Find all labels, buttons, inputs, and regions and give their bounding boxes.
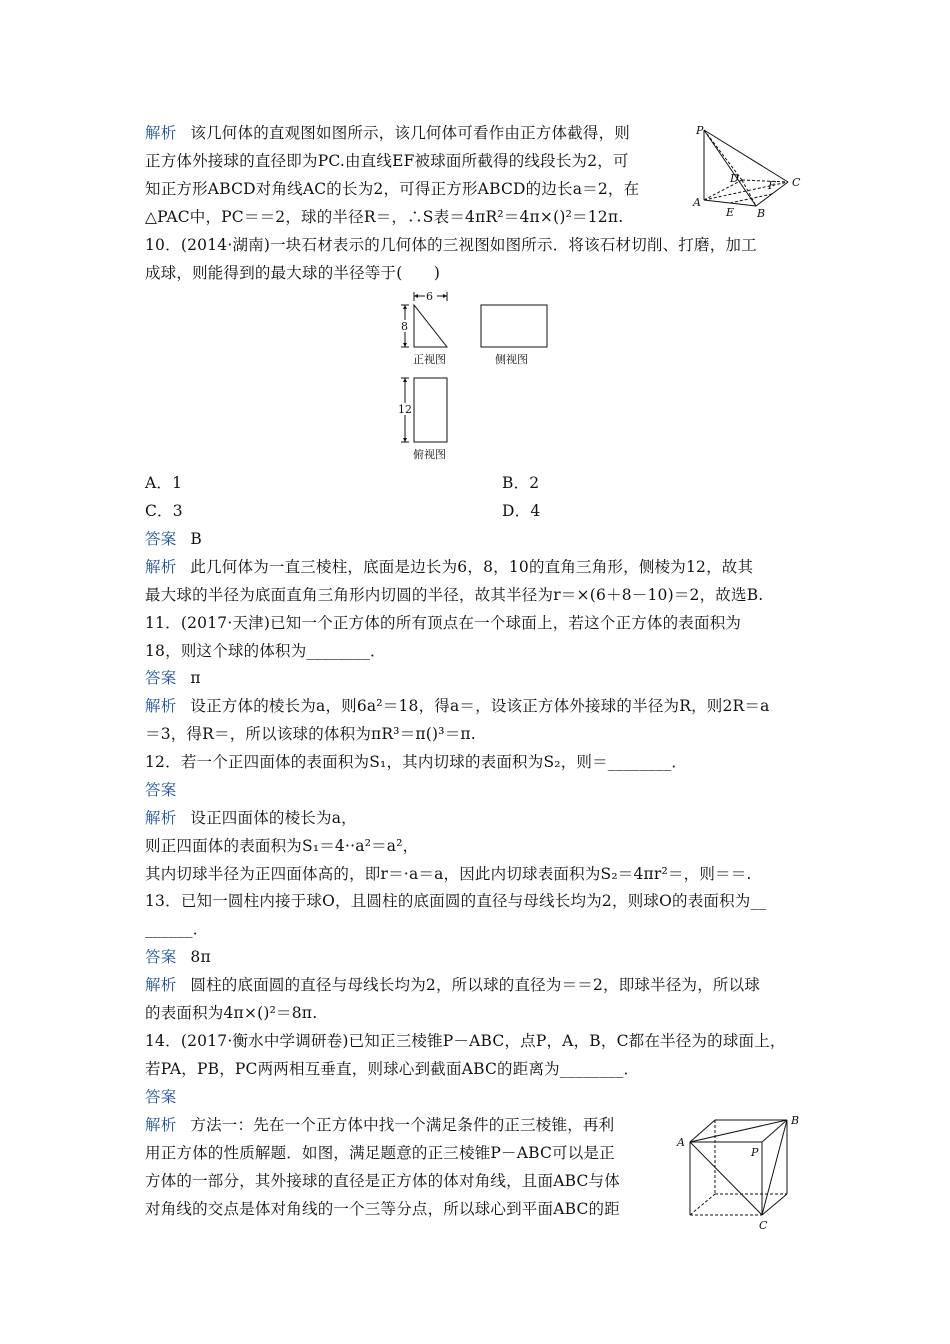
question-11-line-2: 18，则这个球的体积为________． bbox=[145, 642, 386, 660]
cube-label-a: A bbox=[677, 1136, 685, 1149]
question-10-line-2: 成球，则能得到的最大球的半径等于( ) bbox=[145, 264, 441, 282]
option-c: C．3 bbox=[145, 502, 183, 520]
cube-figure bbox=[675, 1110, 810, 1235]
analysis-label: 解析 bbox=[145, 1116, 177, 1134]
answer-12 bbox=[145, 780, 190, 800]
analysis-14-line-1: 解析 方法一：先在一个正方体中找一个满足条件的正三棱锥，再利 bbox=[145, 1116, 615, 1134]
cube-label-c: C bbox=[759, 1219, 768, 1232]
analysis-9-line-3: 知正方形ABCD对角线AC的长为2，可得正方形ABCD的边长a＝2，在 bbox=[145, 180, 640, 198]
label-a: A bbox=[693, 196, 701, 209]
label-b: B bbox=[757, 207, 766, 220]
analysis-9-line-4: △PAC中，PC＝＝2，球的半径R＝，∴S表＝4πR²＝4π×()²＝12π. bbox=[145, 208, 624, 226]
option-d: D．4 bbox=[502, 502, 541, 520]
analysis-label: 解析 bbox=[145, 124, 177, 142]
question-11-line-1: 11．(2017·天津)已知一个正方体的所有顶点在一个球面上，若这个正方体的表面积为 bbox=[145, 614, 742, 632]
answer-label: 答案 bbox=[145, 948, 177, 966]
analysis-9-line-2: 正方体外接球的直径即为PC.由直线EF被球面所截得的线段长为2，可 bbox=[145, 152, 629, 170]
question-14-line-2: 若PA，PB，PC两两相互垂直，则球心到截面ABC的距离为________． bbox=[145, 1060, 640, 1078]
analysis-label: 解析 bbox=[145, 558, 177, 576]
answer-11: 答案 π bbox=[145, 669, 201, 687]
analysis-13-line-1: 解析 圆柱的底面圆的直径与母线长均为2，所以球的直径为＝＝2，即球半径为，所以球 bbox=[145, 976, 761, 994]
answer-label: 答案 bbox=[145, 530, 177, 548]
analysis-label: 解析 bbox=[145, 976, 177, 994]
answer-13: 答案 8π bbox=[145, 948, 211, 966]
top-view-caption: 俯视图 bbox=[413, 448, 446, 461]
cube-label-p: P bbox=[751, 1146, 759, 1159]
question-13-line-1: 13．已知一圆柱内接于球O，且圆柱的底面圆的直径与母线长均为2，则球O的表面积为__ bbox=[145, 892, 767, 910]
cube-label-b: B bbox=[791, 1114, 800, 1127]
analysis-14-line-4: 对角线的交点是体对角线的一个三等分点，所以球心到平面ABC的距 bbox=[145, 1200, 620, 1218]
height-label: 8 bbox=[401, 320, 408, 333]
analysis-label: 解析 bbox=[145, 697, 177, 715]
analysis-12-line-1: 解析 设正四面体的棱长为a， bbox=[145, 809, 357, 827]
analysis-14-line-3: 方体的一部分，其外接球的直径是正方体的体对角线，且面ABC与体 bbox=[145, 1172, 620, 1190]
analysis-13-line-2: 的表面积为4π×()²＝8π. bbox=[145, 1004, 318, 1022]
analysis-10-line-2: 最大球的半径为底面直角三角形内切圆的半径，故其半径为r＝×(6＋8－10)＝2，故选B. bbox=[145, 586, 764, 604]
question-10-line-1: 10．(2014·湖南)一块石材表示的几何体的三视图如图所示．将该石材切削、打磨，加工 bbox=[145, 236, 757, 254]
question-12: 12．若一个正四面体的表面积为S₁，其内切球的表面积为S₂，则＝________． bbox=[145, 753, 688, 771]
question-14-line-1: 14．(2017·衡水中学调研卷)已知正三棱锥P－ABC，点P，A，B，C都在半径为的球面上， bbox=[145, 1032, 786, 1050]
analysis-12-line-2: 则正四面体的表面积为S₁＝4··a²＝a²， bbox=[145, 837, 419, 855]
option-b: B．2 bbox=[502, 474, 540, 492]
depth-label: 12 bbox=[398, 403, 412, 416]
option-a: A．1 bbox=[145, 474, 183, 492]
answer-14 bbox=[145, 1087, 190, 1107]
answer-10: 答案 B bbox=[145, 530, 202, 548]
analysis-12-line-3: 其内切球半径为正四面体高的，即r＝·a＝a，因此内切球表面积为S₂＝4πr²＝，则＝＝. bbox=[145, 865, 752, 883]
label-d: D bbox=[730, 172, 739, 185]
analysis-14-line-2: 用正方体的性质解题．如图，满足题意的正三棱锥P－ABC可以是正 bbox=[145, 1144, 615, 1162]
analysis-11-line-1: 解析 设正方体的棱长为a，则6a²＝18，得a＝，设该正方体外接球的半径为R，则2R＝a bbox=[145, 697, 770, 715]
analysis-label: 解析 bbox=[145, 809, 177, 827]
pyramid-figure bbox=[690, 122, 810, 222]
label-f: F bbox=[768, 179, 776, 192]
three-views-figure bbox=[395, 287, 565, 467]
width-label: 6 bbox=[426, 290, 433, 303]
analysis-11-line-2: ＝3，得R＝，所以该球的体积为πR³＝π()³＝π. bbox=[145, 725, 476, 743]
answer-label: 答案 bbox=[145, 669, 177, 687]
answer-label: 答案 bbox=[145, 1088, 177, 1106]
label-e: E bbox=[726, 206, 735, 219]
analysis-10-line-1: 解析 此几何体为一直三棱柱，底面是边长为6，8，10的直角三角形，侧棱为12，故其 bbox=[145, 558, 754, 576]
label-p: P bbox=[696, 124, 704, 137]
analysis-9-line-1: 解析 该几何体的直观图如图所示，该几何体可看作由正方体截得，则 bbox=[145, 124, 631, 142]
label-c: C bbox=[792, 176, 801, 189]
front-view-caption: 正视图 bbox=[413, 353, 446, 366]
side-view-caption: 侧视图 bbox=[495, 353, 528, 366]
answer-label: 答案 bbox=[145, 781, 177, 799]
question-13-line-2: ______． bbox=[145, 920, 209, 938]
